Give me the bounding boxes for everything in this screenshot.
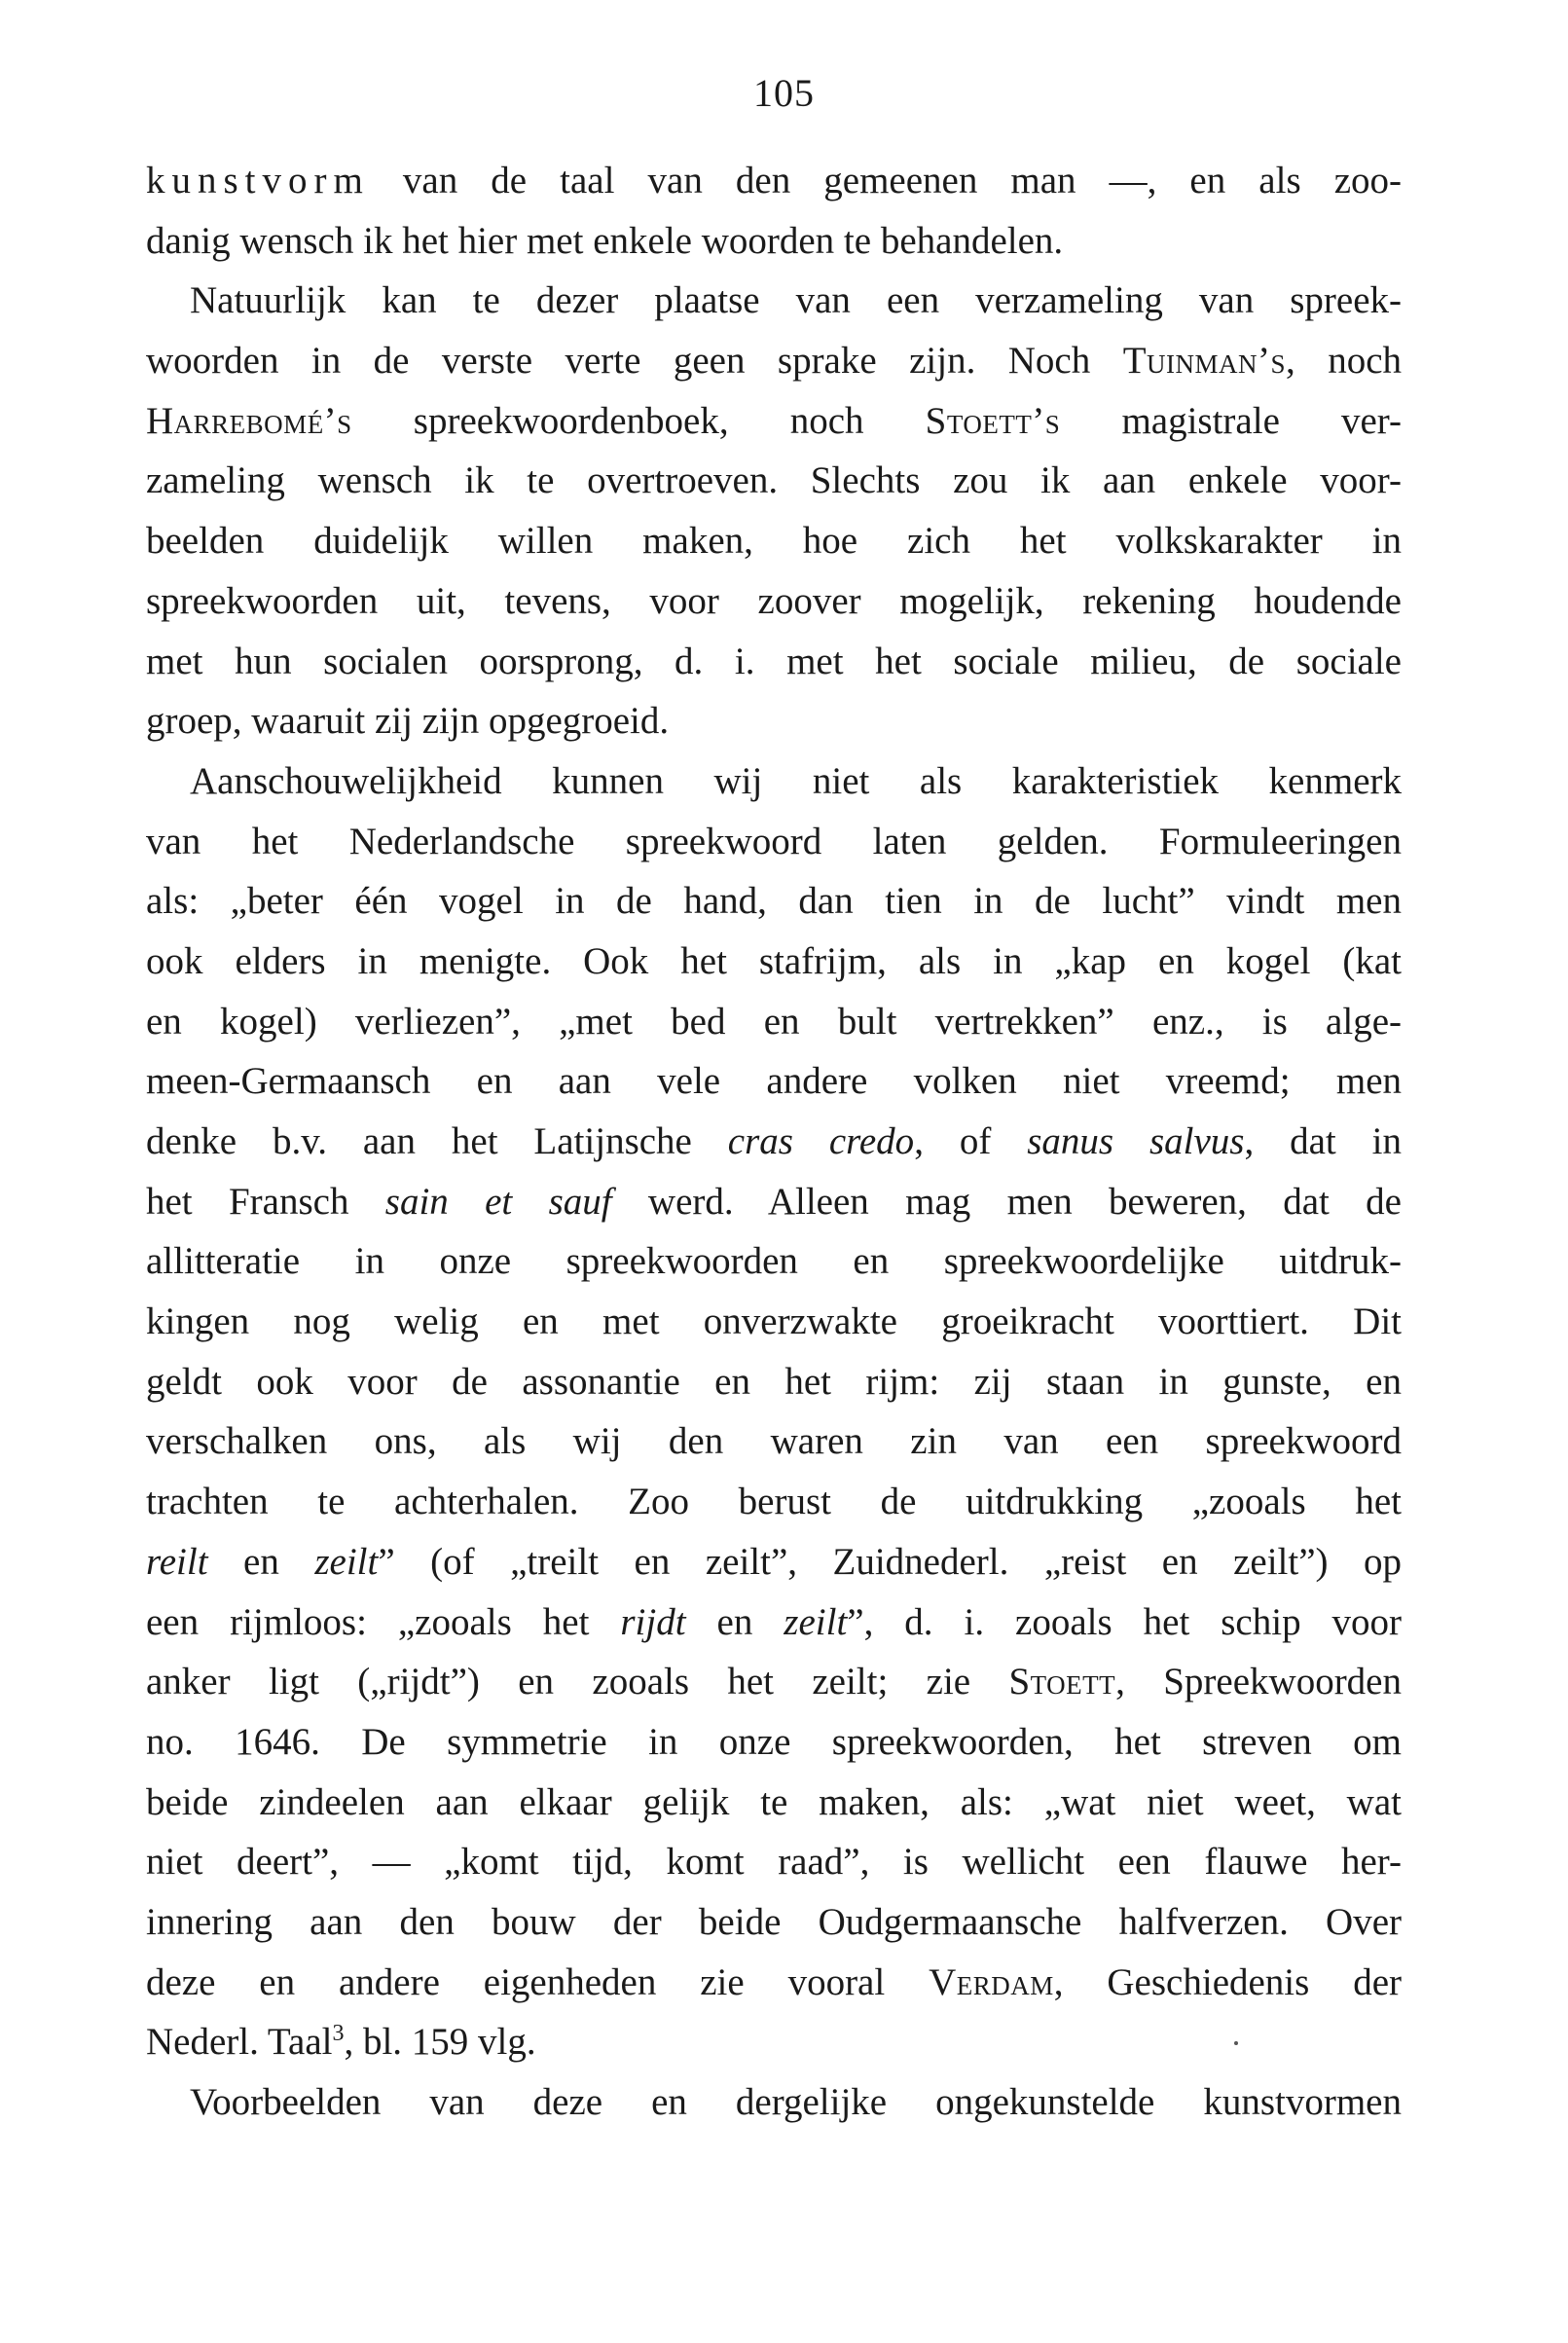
- text-line: beelden duidelijk willen maken, hoe zich het volkskarakter in: [146, 520, 1402, 563]
- text-line: reilt en zeilt” (of „treilt en zeilt”, Zuidnederl. „reist en zeilt”) op: [146, 1540, 1402, 1583]
- text-line: trachten te achterhalen. Zoo berust de uitdrukking „zooals het: [146, 1481, 1402, 1523]
- text-line: woorden in de verste verte geen sprake zijn. Noch Tuinman’s, noch: [146, 340, 1402, 383]
- footnote-superscript: 3: [332, 2021, 345, 2047]
- text-line: kunstvorm van de taal van den gemeenen man —, en als zoo-: [146, 160, 1402, 201]
- text-line: verschalken ons, als wij den waren zin van een spreekwoord: [146, 1420, 1402, 1463]
- text-line: anker ligt („rijdt”) en zooals het zeilt; zie Stoett, Spreekwoorden: [146, 1661, 1402, 1703]
- text-line: Harrebomé’s spreekwoordenboek, noch Stoett’s magistrale ver-: [146, 399, 1402, 442]
- text-line: zameling wensch ik te overtroeven. Slechts zou ik aan enkele voor-: [146, 459, 1402, 502]
- text-line: Voorbeelden van deze en dergelijke ongekunstelde kunstvormen: [190, 2081, 1402, 2123]
- text-line: ook elders in menigte. Ook het stafrijm, als in „kap en kogel (kat: [146, 939, 1402, 982]
- text-line: Aanschouwelijkheid kunnen wij niet als karakteristiek kenmerk: [190, 759, 1402, 802]
- text-line: van het Nederlandsche spreekwoord laten gelden. Formuleeringen: [146, 820, 1402, 862]
- text-line: beide zindeelen aan elkaar gelijk te maken, als: „wat niet weet, wat: [146, 1780, 1402, 1823]
- text-line: danig wensch ik het hier met enkele woorden te behandelen.: [146, 219, 1064, 262]
- text-line: innering aan den bouw der beide Oudgermaansche halfverzen. Over: [146, 1900, 1402, 1943]
- text-line: Natuurlijk kan te dezer plaatse van een verzameling van spreek-: [190, 279, 1402, 322]
- text-line: het Fransch sain et sauf werd. Alleen mag men beweren, dat de: [146, 1180, 1402, 1223]
- body-text: [146, 151, 1402, 2133]
- text-line: Nederl. Taal$^3$, bl. 159 vlg.: [146, 2021, 536, 2064]
- text-line: allitteratie in onze spreekwoorden en spreekwoordelijke uitdruk-: [146, 1240, 1402, 1283]
- text-line: deze en andere eigenheden zie vooral Verdam, Geschiedenis der: [146, 1960, 1402, 2003]
- text-line: niet deert”, — „komt tijd, komt raad”, is wellicht een flauwe her-: [146, 1841, 1402, 1884]
- text-line: als: „beter één vogel in de hand, dan tien in de lucht” vindt men: [146, 880, 1402, 923]
- text-line: een rijmloos: „zooals het rijdt en zeilt”, d. i. zooals het schip voor: [146, 1600, 1402, 1643]
- text-line: groep, waaruit zij zijn opgegroeid.: [146, 700, 670, 743]
- text-line: kingen nog welig en met onverzwakte groeikracht voorttiert. Dit: [146, 1300, 1402, 1343]
- text-line: meen-Germaansch en aan vele andere volken niet vreemd; men: [146, 1060, 1402, 1103]
- text-line: spreekwoorden uit, tevens, voor zoover mogelijk, rekening houdende: [146, 579, 1402, 622]
- paper-speck: [1234, 2041, 1238, 2045]
- text-line: met hun socialen oorsprong, d. i. met het sociale milieu, de sociale: [146, 640, 1402, 682]
- text-line: geldt ook voor de assonantie en het rijm: zij staan in gunste, en: [146, 1360, 1402, 1403]
- text-line: en kogel) verliezen”, „met bed en bult vertrekken” enz., is alge-: [146, 1000, 1402, 1043]
- page-number: 105: [753, 71, 815, 115]
- text-line: no. 1646. De symmetrie in onze spreekwoorden, het streven om: [146, 1720, 1402, 1763]
- text-line: denke b.v. aan het Latijnsche cras credo, of sanus salvus, dat in: [146, 1120, 1402, 1162]
